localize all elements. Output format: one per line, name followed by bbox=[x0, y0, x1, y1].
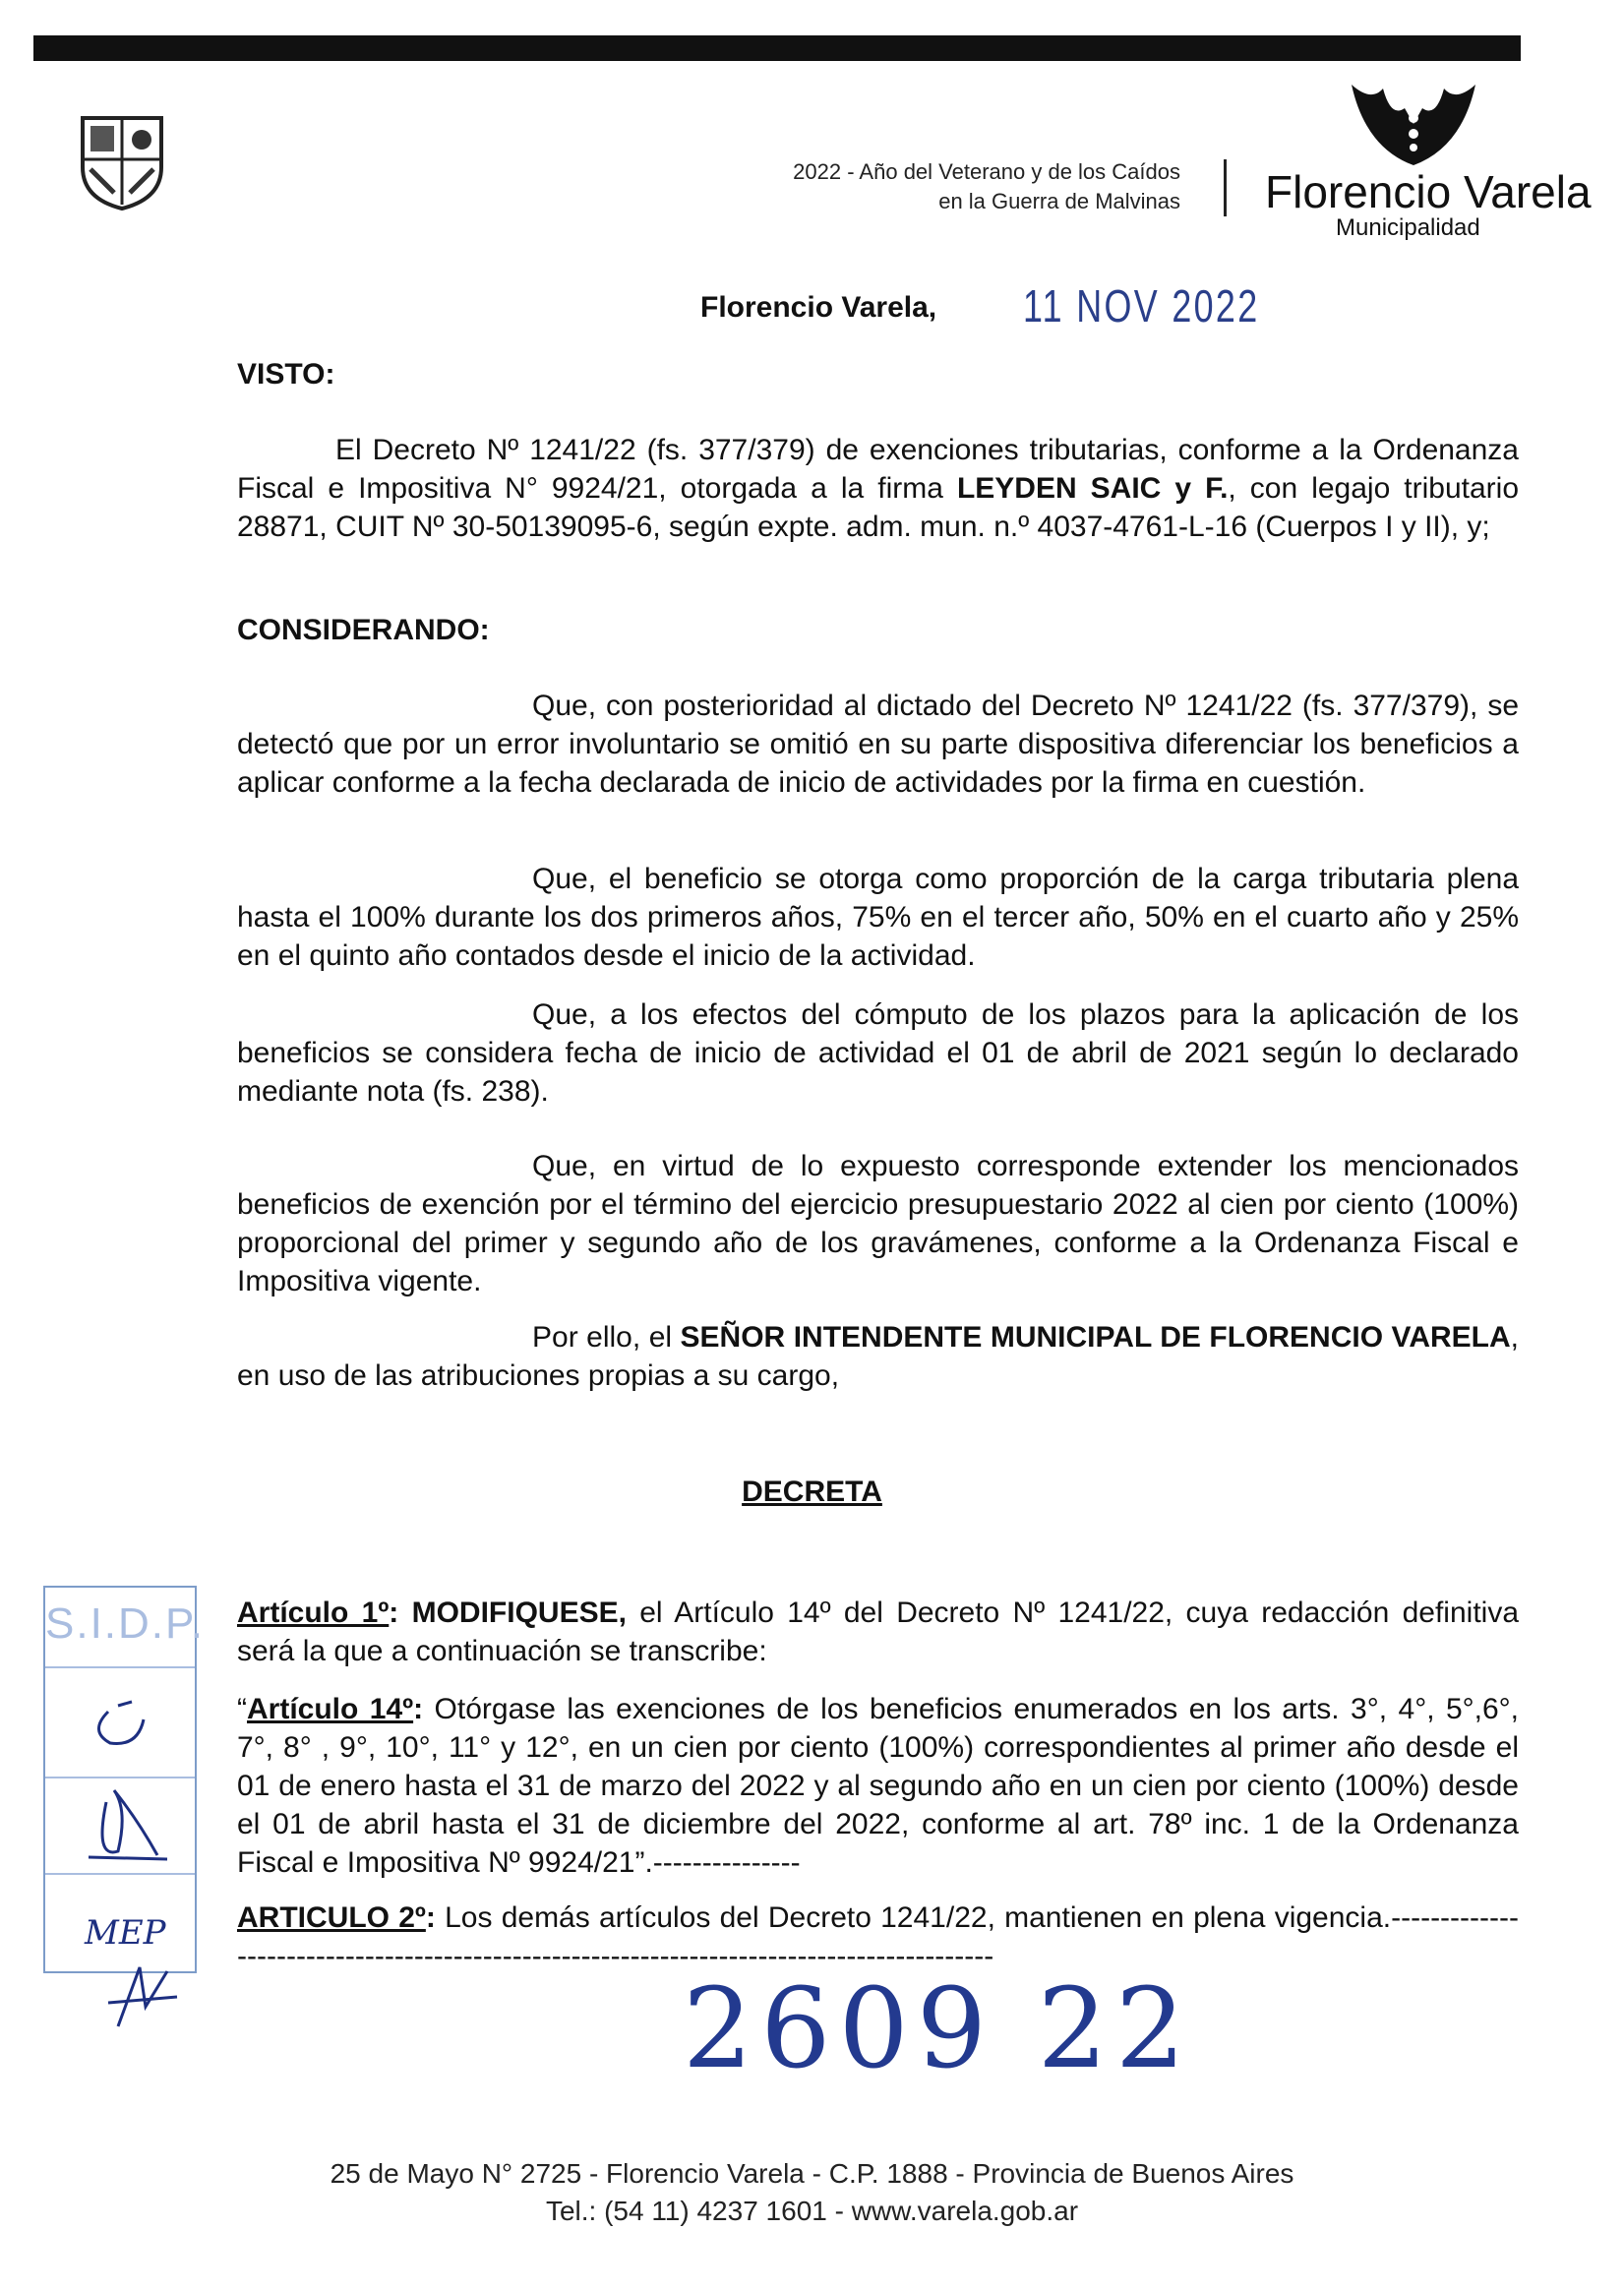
article-2: ARTICULO 2º: Los demás artículos del Decreto 1241/22, mantienen en plena vigencia.------------------------------------------------------------------------------------------ bbox=[237, 1901, 1519, 1972]
visto-text-b: , con legajo tributario 28871, CUIT Nº 30-50139095-6, según expte. adm. mun. n.º 4037-4761-L-16 (Cuerpos I y II), y; bbox=[237, 472, 1520, 543]
year-motto bbox=[551, 157, 1180, 216]
municipal-crest-icon bbox=[77, 110, 167, 212]
considerando-paragraph-3 bbox=[237, 995, 1519, 1111]
considerando-heading: CONSIDERANDO: bbox=[237, 614, 490, 646]
article-1: Artículo 1º: MODIFIQUESE, el Artículo 14º del Decreto Nº 1241/22, cuya redacción definitiva será la que a continuación se transcribe: bbox=[237, 1597, 1520, 1667]
motto-line-2: en la Guerra de Malvinas bbox=[938, 189, 1180, 213]
considerando-p3-text: Que, a los efectos del cómputo de los plazos para la aplicación de los beneficios se considera fecha de inicio de actividad el 01 de abril de 2021 según lo declarado mediante nota (fs. 238). bbox=[237, 998, 1519, 1108]
considerando-p2-text: Que, el beneficio se otorga como proporción de la carga tributaria plena hasta el 100% durante los dos primeros años, 75% en el tercer año, 50% en el cuarto año y 25% en el quinto año contados desde el inicio de la actividad. bbox=[237, 863, 1519, 972]
visto-paragraph bbox=[237, 431, 1519, 546]
motto-line-1: 2022 - Año del Veterano y de los Caídos bbox=[793, 159, 1180, 184]
article-14-label: Artículo 14º bbox=[247, 1693, 414, 1725]
handwritten-initials-icon bbox=[49, 1672, 216, 2046]
article-1-label: Artículo 1º bbox=[237, 1597, 390, 1629]
decreta-heading: DECRETA bbox=[742, 1476, 882, 1508]
top-scan-bar bbox=[33, 35, 1521, 61]
considerando-paragraph-2 bbox=[237, 860, 1519, 975]
considerando-paragraph-1 bbox=[237, 687, 1519, 802]
article-2-label: ARTICULO 2º bbox=[237, 1901, 426, 1934]
florencio-varela-logo-icon bbox=[1346, 79, 1481, 169]
company-name: LEYDEN SAIC y F. bbox=[956, 472, 1229, 505]
considerando-p5-text-b: , en uso de las atribuciones propias a su cargo, bbox=[237, 1321, 1519, 1392]
brand-name: Florencio Varela bbox=[1265, 166, 1592, 217]
visto-text-a: El Decreto Nº 1241/22 (fs. 377/379) de exenciones tributarias, conforme a la Ordenanza Fiscal e Impositiva N° 9924/21, otorgada a la firma bbox=[237, 434, 1519, 505]
stamp-divider bbox=[45, 1666, 195, 1668]
decree-number-stamp: 2609 22 bbox=[683, 1965, 1194, 2093]
date-stamp: 11 NOV 2022 bbox=[1023, 280, 1260, 331]
considerando-paragraph-5 bbox=[237, 1318, 1519, 1395]
footer-contact: Tel.: (54 11) 4237 1601 - www.varela.gob.ar bbox=[545, 2196, 1079, 2226]
article-14-quote: “Artículo 14º: Otórgase las exenciones de los beneficios enumerados en los arts. 3°, 4°, 5°,6°, 7°, 8° , 9°, 10°, 11° y 12°, en un cien por ciento (100%) correspondientes al primer año desde el 01 de enero hasta el 31 de marzo del 2022 y al segundo año en un cien por ciento (100%) desde el 01 de abril hasta el 31 de diciembre del 2022, conforme al art. 78º inc. 1 de la Ordenanza Fiscal e Impositiva Nº 9924/21”.--------------- bbox=[237, 1693, 1519, 1879]
considerando-paragraph-4 bbox=[237, 1147, 1519, 1300]
article-2-text: Los demás artículos del Decreto 1241/22, mantienen en plena vigencia.------------------------------------------------------------------------------------------ bbox=[237, 1901, 1519, 1972]
intendente-title: SEÑOR INTENDENTE MUNICIPAL DE FLORENCIO VARELA bbox=[680, 1321, 1511, 1354]
visto-heading: VISTO: bbox=[237, 358, 335, 391]
article-14-text: Otórgase las exenciones de los beneficios enumerados en los arts. 3°, 4°, 5°,6°, 7°, 8° , 9°, 10°, 11° y 12°, en un cien por ciento (100%) correspondientes al primer año desde el 01 de enero hasta el 31 de marzo del 2022 y al segundo año en un cien por ciento (100%) desde el 01 de abril hasta el 31 de diciembre del 2022, conforme al art. 78º inc. 1 de la Ordenanza Fiscal e Impositiva Nº 9924/21”.--------------- bbox=[237, 1693, 1519, 1879]
considerando-p1-text: Que, con posterioridad al dictado del Decreto Nº 1241/22 (fs. 377/379), se detectó que por un error involuntario se omitió en su parte dispositiva diferenciar los beneficios a aplicar conforme a la fecha declarada de inicio de actividades por la firma en cuestión. bbox=[237, 690, 1519, 799]
footer-address: 25 de Mayo N° 2725 - Florencio Varela - C.P. 1888 - Provincia de Buenos Aires bbox=[330, 2158, 1294, 2189]
considerando-p4-text: Que, en virtud de lo expuesto corresponde extender los mencionados beneficios de exención por el término del ejercicio presupuestario 2022 al cien por ciento (100%) proporcional del primer y segundo año de los gravámenes, conforme a la Ordenanza Fiscal e Impositiva vigente. bbox=[237, 1150, 1519, 1297]
sidp-stamp-title: S.I.D.P. bbox=[45, 1599, 205, 1648]
stamp-initials: MEP bbox=[85, 1913, 166, 1953]
brand-subtitle: Municipalidad bbox=[1336, 214, 1480, 241]
date-place: Florencio Varela, bbox=[700, 291, 937, 324]
considerando-p5-text-a: Por ello, el bbox=[532, 1321, 681, 1354]
article-1-verb: MODIFIQUESE, bbox=[411, 1597, 627, 1629]
article-14-quote-open: “ bbox=[237, 1693, 247, 1725]
header-divider bbox=[1224, 159, 1227, 216]
article-1-text: el Artículo 14º del Decreto Nº 1241/22, cuya redacción definitiva será la que a continuación se transcribe: bbox=[237, 1597, 1520, 1667]
